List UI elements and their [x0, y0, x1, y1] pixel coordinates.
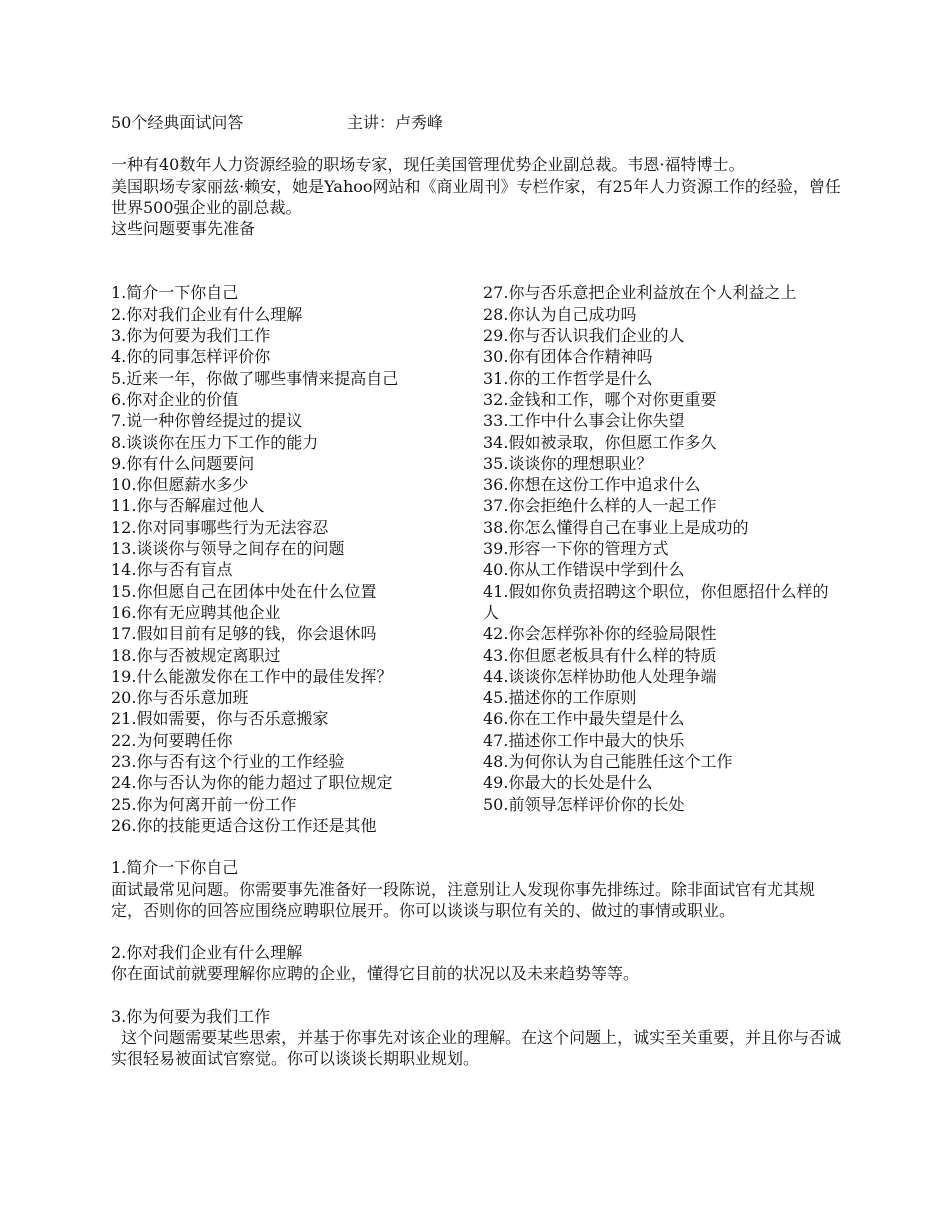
question-item: 28.你认为自己成功吗	[483, 304, 637, 324]
question-item: 42.你会怎样弥补你的经验局限性	[483, 624, 717, 644]
intro-paragraph: 这些问题要事先准备	[111, 219, 256, 239]
question-item: 23.你与否有这个行业的工作经验	[111, 752, 345, 772]
question-item: 34.假如被录取，你但愿工作多久	[483, 432, 717, 452]
question-item: 19.什么能激发你在工作中的最佳发挥？	[111, 666, 393, 686]
question-item: 20.你与否乐意加班	[111, 688, 249, 708]
question-item: 18.你与否被规定离职过	[111, 645, 281, 665]
question-item: 14.你与否有盲点	[111, 560, 233, 580]
question-item: 26.你的技能更适合这份工作还是其他	[111, 815, 377, 835]
question-item: 10.你但愿薪水多少	[111, 475, 249, 495]
question-item: 22.为何要聘任你	[111, 730, 233, 750]
question-item: 35.谈谈你的理想职业？	[483, 453, 653, 473]
question-item: 1.简介一下你自己	[111, 283, 239, 303]
question-item: 3.你为何要为我们工作	[111, 326, 271, 346]
document-page	[111, 112, 846, 1070]
question-item: 11.你与否解雇过他人	[111, 496, 265, 516]
question-item: 46.你在工作中最失望是什么	[483, 709, 685, 729]
question-item: 43.你但愿老板具有什么样的特质	[483, 645, 717, 665]
answer-text: 这个问题需要某些思索，并基于你事先对该企业的理解。在这个问题上，诚实至关重要，并且你与否诚实很轻易被面试官察觉。你可以谈谈长期职业规划。	[111, 1027, 842, 1069]
question-list	[111, 282, 846, 836]
question-item: 27.你与否乐意把企业利益放在个人利益之上	[483, 283, 797, 303]
answer-block	[111, 942, 846, 985]
answer-question: 3.你为何要为我们工作	[111, 1006, 271, 1026]
question-item: 33.工作中什么事会让你失望	[483, 411, 685, 431]
question-item: 16.你有无应聘其他企业	[111, 602, 281, 622]
question-item: 41.假如你负责招聘这个职位，你但愿招什么样的人	[483, 581, 829, 622]
intro-section	[111, 154, 846, 239]
question-item: 8.谈谈你在压力下工作的能力	[111, 432, 319, 452]
question-item: 24.你与否认为你的能力超过了职位规定	[111, 773, 393, 793]
intro-paragraph: 美国职场专家丽兹·赖安，她是Yahoo网站和《商业周刊》专栏作家，有25年人力资源工作的经验，曾任世界500强企业的副总裁。	[111, 176, 841, 217]
document-header	[111, 112, 846, 133]
question-item: 32.金钱和工作，哪个对你更重要	[483, 389, 717, 409]
question-item: 25.你为何离开前一份工作	[111, 794, 297, 814]
question-item: 50.前领导怎样评价你的长处	[483, 794, 685, 814]
question-item: 48.为何你认为自己能胜任这个工作	[483, 752, 733, 772]
question-column-right	[483, 282, 843, 836]
question-item: 13.谈谈你与领导之间存在的问题	[111, 539, 345, 559]
answer-block	[111, 857, 846, 921]
intro-paragraph: 一种有40数年人力资源经验的职场专家，现任美国管理优势企业副总裁。韦恩·福特博士。	[111, 155, 745, 175]
question-item: 2.你对我们企业有什么理解	[111, 304, 303, 324]
question-item: 31.你的工作哲学是什么	[483, 368, 653, 388]
answer-question: 2.你对我们企业有什么理解	[111, 943, 303, 963]
question-item: 7.说一种你曾经提过的提议	[111, 411, 303, 431]
answer-text: 你在面试前就要理解你应聘的企业，懂得它目前的状况以及未来趋势等等。	[111, 964, 640, 984]
question-item: 38.你怎么懂得自己在事业上是成功的	[483, 517, 749, 537]
question-item: 17.假如目前有足够的钱，你会退休吗	[111, 624, 377, 644]
question-item: 40.你从工作错误中学到什么	[483, 560, 685, 580]
question-item: 44.谈谈你怎样协助他人处理争端	[483, 666, 717, 686]
question-item: 45.描述你的工作原则	[483, 688, 637, 708]
document-title: 50个经典面试问答	[111, 113, 244, 132]
question-item: 47.描述你工作中最大的快乐	[483, 730, 685, 750]
document-host: 主讲：卢秀峰	[347, 113, 444, 132]
question-item: 9.你有什么问题要问	[111, 453, 255, 473]
question-item: 5.近来一年，你做了哪些事情来提高自己	[111, 368, 399, 388]
answers-section	[111, 857, 846, 1069]
question-item: 29.你与否认识我们企业的人	[483, 326, 685, 346]
question-item: 12.你对同事哪些行为无法容忍	[111, 517, 329, 537]
question-item: 49.你最大的长处是什么	[483, 773, 653, 793]
question-item: 30.你有团体合作精神吗	[483, 347, 653, 367]
question-item: 6.你对企业的价值	[111, 389, 239, 409]
question-item: 39.形容一下你的管理方式	[483, 539, 669, 559]
question-item: 37.你会拒绝什么样的人一起工作	[483, 496, 717, 516]
answer-block	[111, 1006, 846, 1070]
answer-text: 面试最常见问题。你需要事先准备好一段陈说，注意别让人发现你事先排练过。除非面试官有尤其规定，否则你的回答应围绕应聘职位展开。你可以谈谈与职位有关的、做过的事情或职业。	[111, 879, 816, 920]
question-item: 15.你但愿自己在团体中处在什么位置	[111, 581, 377, 601]
question-item: 21.假如需要，你与否乐意搬家	[111, 709, 329, 729]
question-column-left	[111, 282, 483, 836]
question-item: 36.你想在这份工作中追求什么	[483, 475, 701, 495]
answer-question: 1.简介一下你自己	[111, 858, 239, 878]
question-item: 4.你的同事怎样评价你	[111, 347, 271, 367]
